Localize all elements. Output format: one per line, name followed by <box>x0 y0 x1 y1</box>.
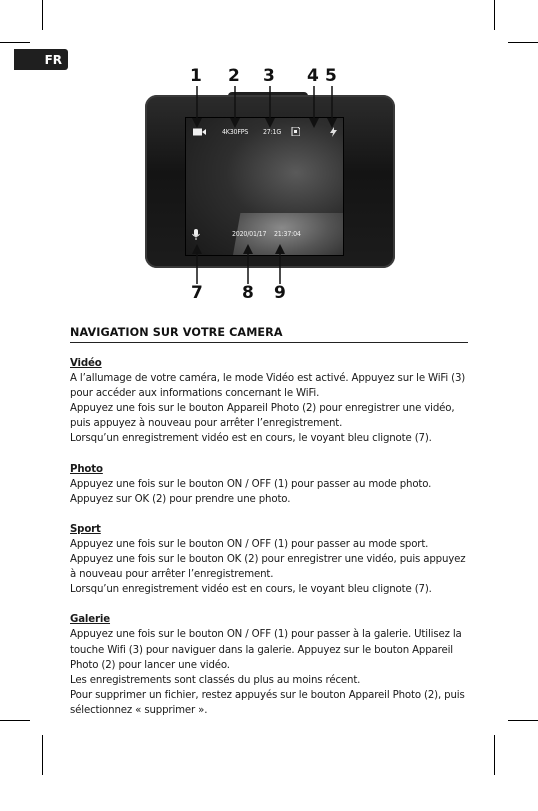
callout-2: 2 <box>228 66 240 86</box>
microphone-icon <box>192 229 200 240</box>
text-line: pour accéder aux informations concernant le WiFi. <box>70 388 320 400</box>
arrow-3 <box>265 86 275 128</box>
crop-mark <box>0 42 30 43</box>
arrow-8 <box>243 244 253 284</box>
storage-readout: 27:1G <box>263 128 282 136</box>
text-line: Appuyez une fois sur le bouton Appareil Photo (2) pour enregistrer une vidéo, <box>70 403 455 415</box>
text-line: Appuyez une fois sur le bouton ON / OFF (1) pour passer à la galerie. Utilisez la <box>70 629 462 641</box>
text-line: Appuyez une fois sur le bouton ON / OFF (1) pour passer au mode sport. <box>70 538 429 550</box>
callout-9: 9 <box>274 283 286 303</box>
arrow-5 <box>327 86 337 128</box>
crop-mark <box>42 735 43 775</box>
section-photo <box>70 462 480 507</box>
crop-mark <box>494 735 495 775</box>
section-heading: Galerie <box>70 614 111 626</box>
text-line: Photo (2) pour lancer une vidéo. <box>70 659 230 671</box>
charge-icon <box>330 127 337 137</box>
section-galerie <box>70 612 480 718</box>
callout-1: 1 <box>190 66 202 86</box>
sd-card-icon <box>291 127 300 136</box>
text-line: sélectionnez « supprimer ». <box>70 704 208 716</box>
time-readout: 21:37:04 <box>274 230 301 238</box>
crop-mark <box>0 720 30 721</box>
crop-mark <box>508 720 538 721</box>
video-camera-icon <box>193 128 206 136</box>
text-line: Appuyez une fois sur le bouton OK (2) pour enregistrer une vidéo, puis appuyez <box>70 554 466 566</box>
instructions <box>70 356 480 733</box>
title-rule <box>70 342 468 343</box>
section-title: NAVIGATION SUR VOTRE CAMERA <box>70 326 283 339</box>
section-heading: Photo <box>70 463 103 475</box>
callout-4: 4 <box>307 66 319 86</box>
callout-5: 5 <box>325 66 337 86</box>
text-line: à nouveau pour arrêter l’enregistrement. <box>70 569 274 581</box>
callout-3: 3 <box>263 66 275 86</box>
section-heading: Vidéo <box>70 358 102 369</box>
text-line: touche Wifi (3) pour naviguer dans la galerie. Appuyez sur le bouton Appareil <box>70 644 453 656</box>
resolution-readout: 4K30FPS <box>222 128 249 136</box>
crop-mark <box>508 42 538 43</box>
text-line: Lorsqu’un enregistrement vidéo est en cours, le voyant bleu clignote (7). <box>70 584 432 596</box>
camera-screen <box>185 117 344 256</box>
text-line: Appuyez une fois sur le bouton ON / OFF (1) pour passer au mode photo. <box>70 478 432 490</box>
text-line: puis appuyez à nouveau pour arrêter l’enregistrement. <box>70 418 343 430</box>
camera-side-engraving <box>356 140 368 250</box>
text-line: Les enregistrements sont classés du plus au moins récent. <box>70 674 361 686</box>
section-sport <box>70 522 480 597</box>
section-video <box>70 356 480 447</box>
arrow-9 <box>275 244 285 284</box>
text-line: Pour supprimer un fichier, restez appuyés sur le bouton Appareil Photo (2), puis <box>70 689 465 701</box>
callout-7: 7 <box>191 283 203 303</box>
text-line: Lorsqu’un enregistrement vidéo est en cours, le voyant bleu clignote (7). <box>70 433 432 445</box>
text-line: A l’allumage de votre caméra, le mode Vidéo est activé. Appuyez sur le WiFi (3) <box>70 373 466 385</box>
arrow-1 <box>192 86 202 128</box>
section-heading: Sport <box>70 523 101 535</box>
crop-mark <box>494 0 495 30</box>
language-label: FR <box>44 52 62 67</box>
language-tab <box>14 49 68 70</box>
text-line: Appuyez sur OK (2) pour prendre une photo. <box>70 493 291 505</box>
callout-8: 8 <box>242 283 254 303</box>
arrow-7 <box>192 244 202 284</box>
arrow-2 <box>230 86 240 128</box>
date-readout: 2020/01/17 <box>232 230 267 238</box>
crop-mark <box>42 0 43 30</box>
arrow-4 <box>309 86 319 128</box>
